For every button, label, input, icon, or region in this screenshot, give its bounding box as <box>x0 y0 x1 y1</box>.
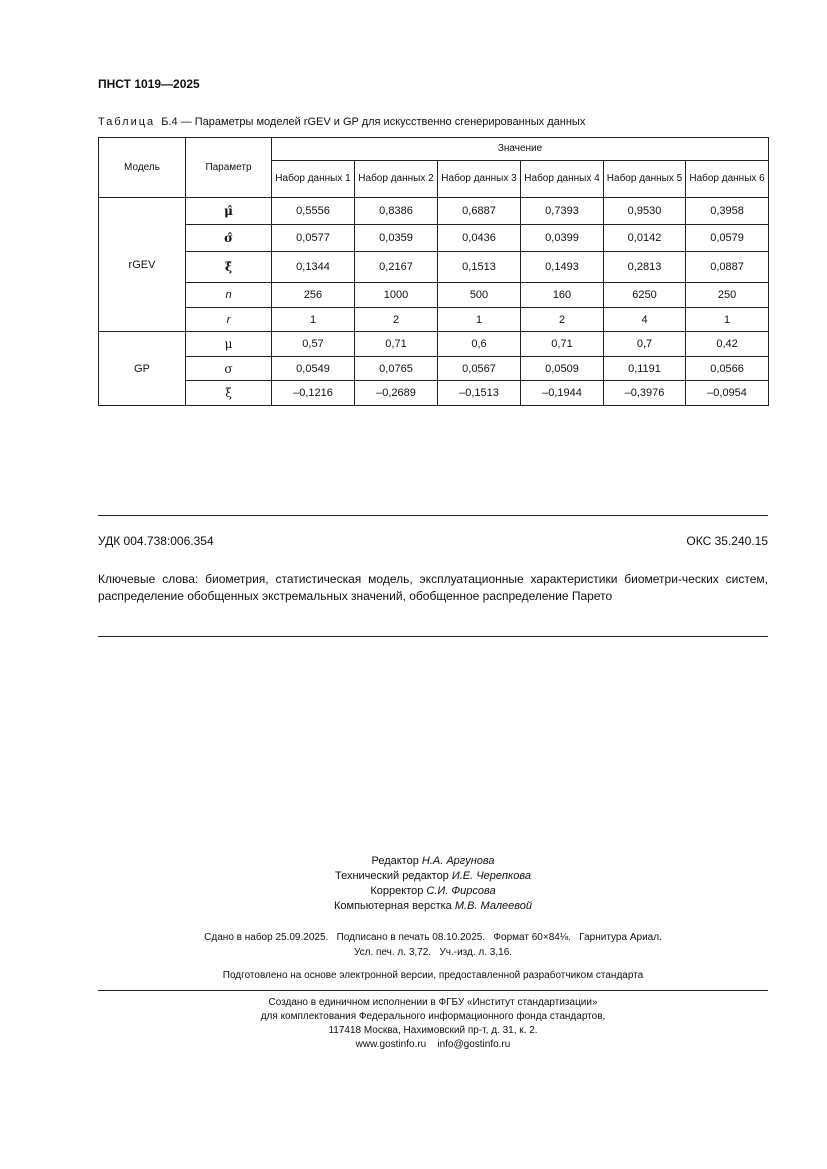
table-row <box>99 308 769 332</box>
divider-top <box>98 515 768 516</box>
value-cell: 0,0359 <box>355 225 438 252</box>
header-dataset-5: Набор данных 5 <box>604 161 686 198</box>
value-cell: 160 <box>521 283 604 308</box>
header-dataset-2: Набор данных 2 <box>355 161 438 198</box>
parameters-table <box>98 137 769 406</box>
credit-role: Компьютерная верстка <box>334 900 452 912</box>
value-cell: 0,0765 <box>355 357 438 381</box>
param-xi-hat: ξ̂ <box>186 252 272 283</box>
credit-role: Редактор <box>371 855 419 867</box>
publisher-line: 117418 Москва, Нахимовский пр-т, д. 31, к. 2. <box>328 1025 538 1036</box>
value-cell: 1000 <box>355 283 438 308</box>
udk-code: УДК 004.738:006.354 <box>98 534 214 548</box>
value-cell: 0,3958 <box>686 198 769 225</box>
value-cell: 2 <box>521 308 604 332</box>
divider-publisher <box>98 990 768 991</box>
value-cell: 2 <box>355 308 438 332</box>
credits <box>98 854 768 914</box>
publisher-info <box>98 996 768 1052</box>
value-cell: 1 <box>272 308 355 332</box>
table-row <box>99 252 769 283</box>
credit-corrector <box>98 884 768 899</box>
table-row <box>99 283 769 308</box>
header-dataset-1: Набор данных 1 <box>272 161 355 198</box>
credit-person: С.И. Фирсова <box>426 885 496 897</box>
credit-person: Н.А. Аргунова <box>421 855 495 867</box>
value-cell: 0,57 <box>272 332 355 357</box>
header-dataset-4: Набор данных 4 <box>521 161 604 198</box>
value-cell: 0,0887 <box>686 252 769 283</box>
param-n: n <box>186 283 272 308</box>
value-cell: 0,0567 <box>438 357 521 381</box>
standard-number: ПНСТ 1019—2025 <box>98 77 200 91</box>
value-cell: 500 <box>438 283 521 308</box>
header-dataset-6: Набор данных 6 <box>686 161 769 198</box>
credit-tech-editor <box>98 869 768 884</box>
value-cell: 1 <box>686 308 769 332</box>
print-info-line: Сдано в набор 25.09.2025. Подписано в печать 08.10.2025. Формат 60×84⅛. Гарнитура Ариал. <box>204 932 662 943</box>
value-cell: 0,9530 <box>604 198 686 225</box>
model-gp: GP <box>99 332 186 406</box>
model-rgev: rGEV <box>99 198 186 332</box>
value-cell: 256 <box>272 283 355 308</box>
table-row <box>99 198 769 225</box>
table-row <box>99 225 769 252</box>
credit-role: Технический редактор <box>334 870 449 882</box>
param-xi: ξ <box>186 381 272 406</box>
publisher-line: Создано в единичном исполнении в ФГБУ «Институт стандартизации» <box>268 997 598 1008</box>
value-cell: 250 <box>686 283 769 308</box>
publisher-line: www.gostinfo.ru info@gostinfo.ru <box>355 1039 511 1050</box>
value-cell: –0,3976 <box>604 381 686 406</box>
value-cell: 0,0579 <box>686 225 769 252</box>
value-cell: 0,42 <box>686 332 769 357</box>
print-info <box>98 930 768 960</box>
value-cell: 0,7393 <box>521 198 604 225</box>
header-model: Модель <box>99 138 186 198</box>
value-cell: 0,0436 <box>438 225 521 252</box>
value-cell: 0,0566 <box>686 357 769 381</box>
table-row <box>99 357 769 381</box>
param-mu-hat: μ̂ <box>186 198 272 225</box>
header-value: Значение <box>272 138 769 161</box>
value-cell: 0,6 <box>438 332 521 357</box>
credit-layout <box>98 899 768 914</box>
value-cell: 0,1191 <box>604 357 686 381</box>
value-cell: 0,0399 <box>521 225 604 252</box>
table-caption-label: Таблица <box>98 116 156 128</box>
header-dataset-3: Набор данных 3 <box>438 161 521 198</box>
prepared-note: Подготовлено на основе электронной версии, предоставленной разработчиком стандарта <box>222 970 644 981</box>
value-cell: 0,7 <box>604 332 686 357</box>
credit-person: И.Е. Черепкова <box>451 870 531 882</box>
credit-role: Корректор <box>370 885 424 897</box>
value-cell: –0,0954 <box>686 381 769 406</box>
value-cell: 4 <box>604 308 686 332</box>
value-cell: 0,71 <box>521 332 604 357</box>
value-cell: 0,1493 <box>521 252 604 283</box>
value-cell: 0,1344 <box>272 252 355 283</box>
publisher-line: для комплектования Федерального информационного фонда стандартов, <box>260 1011 606 1022</box>
value-cell: –0,2689 <box>355 381 438 406</box>
header-parameter: Параметр <box>186 138 272 198</box>
value-cell: –0,1216 <box>272 381 355 406</box>
print-info-line: Усл. печ. л. 3,72. Уч.-изд. л. 3,16. <box>353 947 513 958</box>
table-row <box>99 332 769 357</box>
value-cell: –0,1944 <box>521 381 604 406</box>
value-cell: –0,1513 <box>438 381 521 406</box>
value-cell: 0,6887 <box>438 198 521 225</box>
value-cell: 0,8386 <box>355 198 438 225</box>
oks-code: ОКС 35.240.15 <box>686 534 768 548</box>
table-row <box>99 381 769 406</box>
param-mu: μ <box>186 332 272 357</box>
divider-keywords <box>98 636 768 637</box>
param-r: r <box>186 308 272 332</box>
credit-editor <box>98 854 768 869</box>
keywords: Ключевые слова: биометрия, статистическая модель, эксплуатационные характеристики биометри-ческих систем, распределение обобщенных экстремальных значений, обобщенное распределение Парето <box>98 572 768 603</box>
value-cell: 0,0142 <box>604 225 686 252</box>
value-cell: 0,0549 <box>272 357 355 381</box>
value-cell: 6250 <box>604 283 686 308</box>
value-cell: 0,0577 <box>272 225 355 252</box>
table-caption <box>98 116 585 128</box>
value-cell: 0,2813 <box>604 252 686 283</box>
value-cell: 0,5556 <box>272 198 355 225</box>
value-cell: 0,0509 <box>521 357 604 381</box>
value-cell: 1 <box>438 308 521 332</box>
table-caption-text: Б.4 — Параметры моделей rGEV и GP для искусственно сгенерированных данных <box>161 116 586 128</box>
value-cell: 0,1513 <box>438 252 521 283</box>
value-cell: 0,2167 <box>355 252 438 283</box>
param-sigma: σ <box>186 357 272 381</box>
value-cell: 0,71 <box>355 332 438 357</box>
param-sigma-hat: σ̂ <box>186 225 272 252</box>
credit-person: М.В. Малеевой <box>454 900 532 912</box>
